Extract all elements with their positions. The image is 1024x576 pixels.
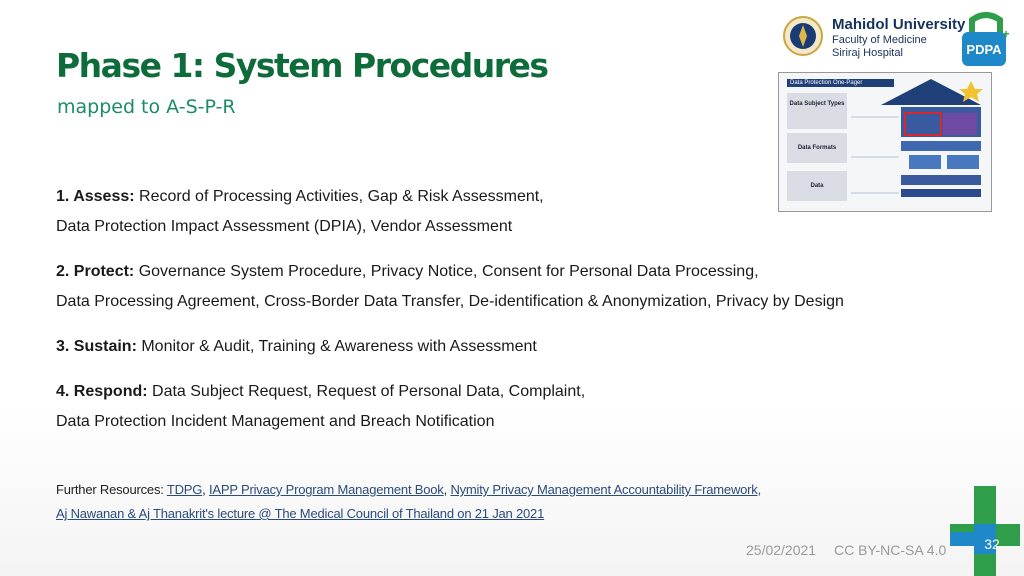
nymity-framework-link[interactable]: Nymity Privacy Management Accountability Framework, bbox=[450, 482, 762, 497]
tdpg-link[interactable]: TDPG bbox=[166, 482, 203, 497]
further-resources bbox=[56, 478, 761, 526]
medical-cross-icon bbox=[950, 486, 1020, 576]
thumbnail-label-data-formats: Data Formats bbox=[787, 133, 847, 163]
resources-prefix: Further Resources: bbox=[56, 482, 167, 497]
footer-license: CC BY-NC-SA 4.0 bbox=[833, 542, 947, 558]
procedure-item-sustain bbox=[56, 332, 956, 362]
procedure-item-assess bbox=[56, 182, 956, 242]
slide-footer bbox=[746, 542, 960, 558]
thumbnail-header: Data Protection One-Pager bbox=[787, 79, 894, 87]
slide-subtitle: mapped to A-S-P-R bbox=[57, 96, 236, 118]
lecture-link[interactable]: Aj Nawanan & Aj Thanakrit's lecture @ The Medical Council of Thailand on 21 Jan 2021 bbox=[56, 506, 545, 521]
slide-number: 32 bbox=[984, 536, 1000, 552]
mahidol-seal-icon bbox=[783, 14, 823, 58]
pdpa-badge-icon bbox=[960, 8, 1012, 68]
footer-date: 25/02/2021 bbox=[746, 542, 817, 558]
thumbnail-label-data: Data bbox=[787, 171, 847, 201]
procedure-text-continued: Data Protection Impact Assessment (DPIA), Vendor Assessment bbox=[56, 218, 513, 235]
procedure-text: Data Subject Request, Request of Personal Data, Complaint, bbox=[147, 383, 586, 400]
pdpa-badge-label: PDPA bbox=[966, 42, 1002, 57]
iapp-book-link[interactable]: IAPP Privacy Program Management Book bbox=[208, 482, 444, 497]
procedure-label: 4. Respond: bbox=[56, 383, 148, 400]
svg-text:+: + bbox=[1002, 27, 1010, 41]
university-name: Mahidol University bbox=[832, 16, 966, 33]
resources-separator: , bbox=[202, 482, 209, 497]
procedure-label: 1. Assess: bbox=[56, 188, 135, 205]
procedure-text: Governance System Procedure, Privacy Notice, Consent for Personal Data Processing, bbox=[134, 263, 759, 280]
procedure-item-protect bbox=[56, 257, 956, 317]
university-name-block bbox=[832, 16, 965, 60]
procedure-label: 3. Sustain: bbox=[56, 338, 137, 355]
procedure-text: Record of Processing Activities, Gap & Risk Assessment, bbox=[134, 188, 544, 205]
procedure-text-continued: Data Processing Agreement, Cross-Border Data Transfer, De-identification & Anonymization, Privacy by Design bbox=[56, 293, 844, 310]
procedure-text-continued: Data Protection Incident Management and Breach Notification bbox=[56, 413, 495, 430]
procedure-item-respond bbox=[56, 377, 956, 437]
faculty-name: Faculty of Medicine bbox=[832, 34, 927, 46]
hospital-name: Siriraj Hospital bbox=[832, 47, 903, 59]
procedure-label: 2. Protect: bbox=[56, 263, 135, 280]
thumbnail-label-subject-types: Data Subject Types bbox=[787, 93, 847, 129]
procedure-list bbox=[56, 182, 956, 452]
procedure-text: Monitor & Audit, Training & Awareness with Assessment bbox=[136, 338, 537, 355]
slide-title: Phase 1: System Procedures bbox=[56, 46, 548, 85]
resources-separator: , bbox=[443, 482, 451, 497]
